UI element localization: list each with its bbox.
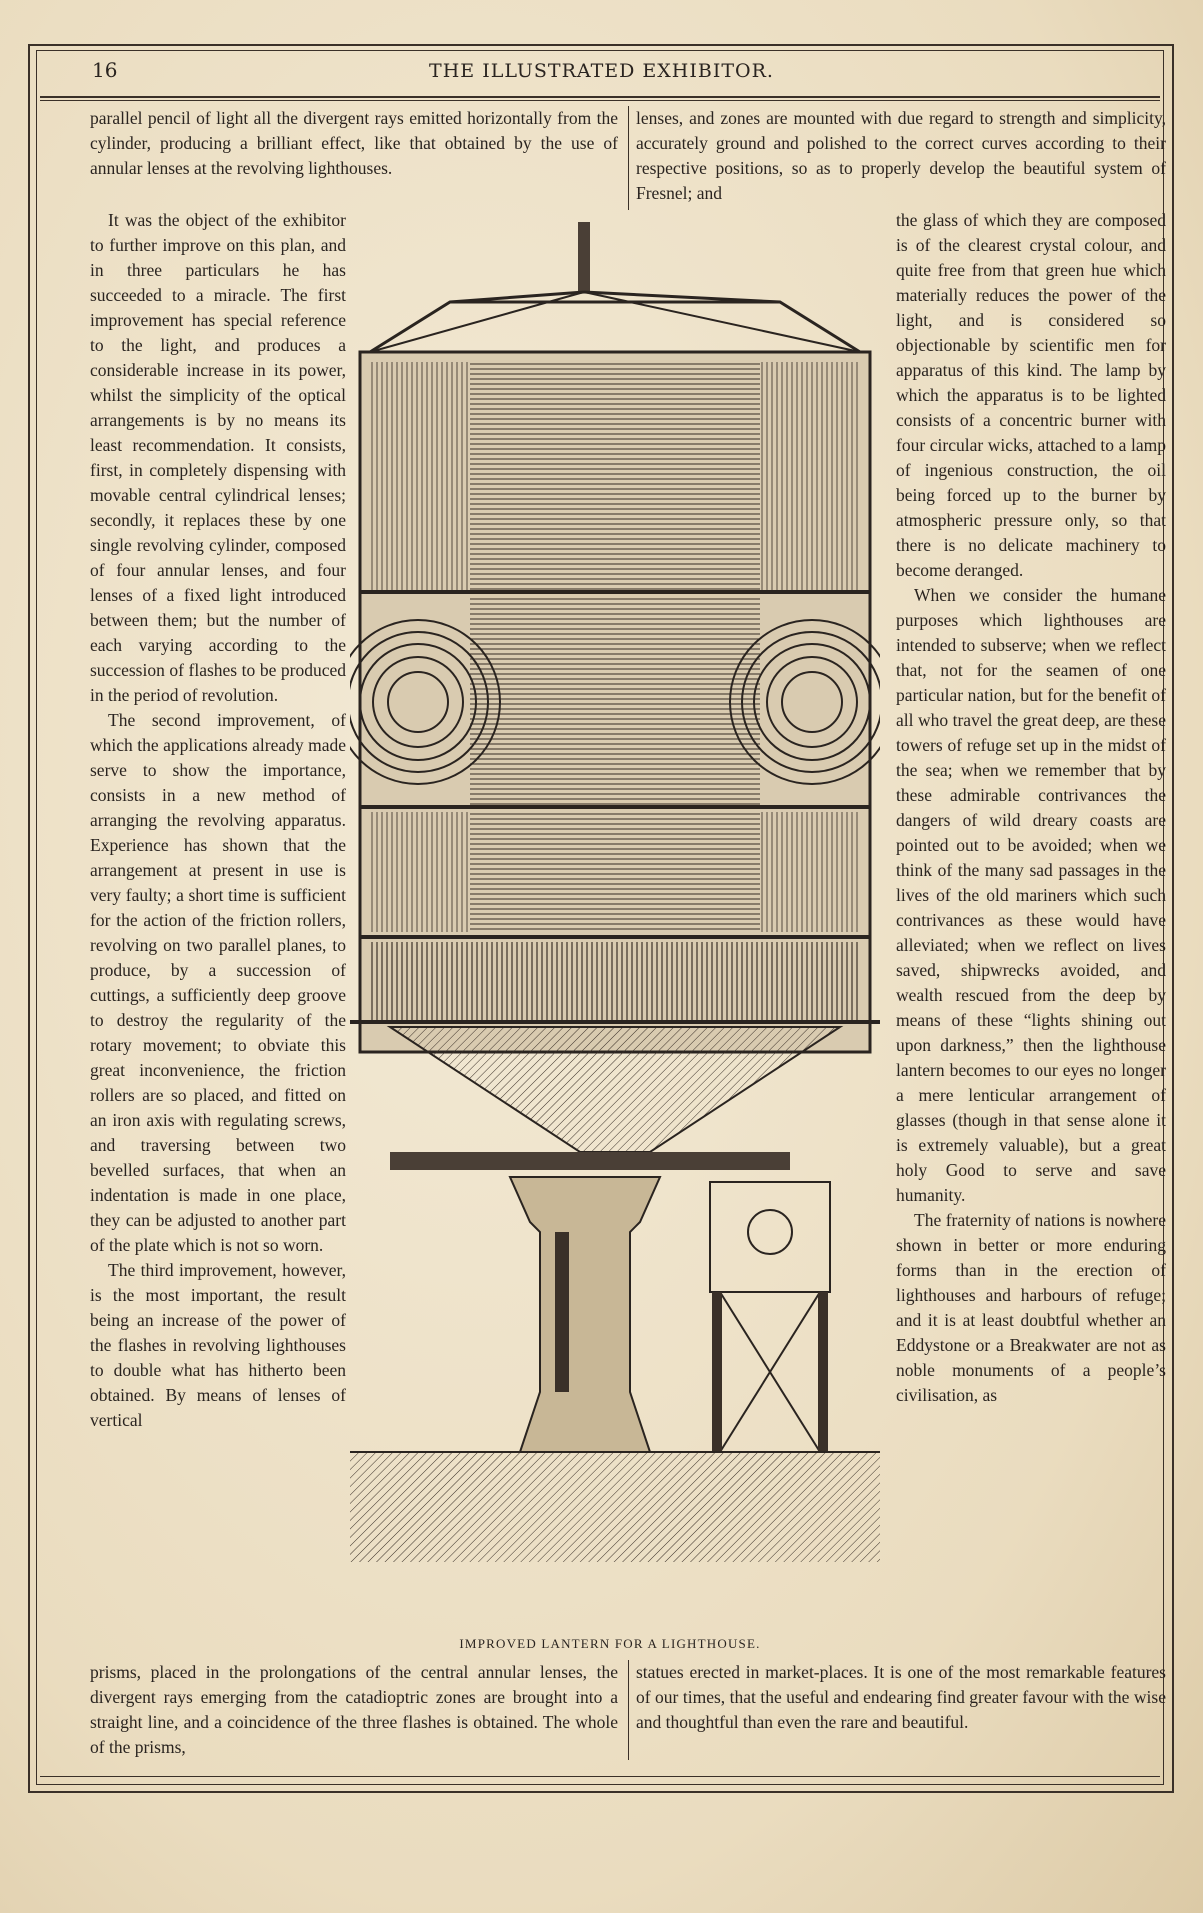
paragraph: statues erected in market-places. It is one of the most remarkable features of our times, that the useful and endearing find greater favour with the wise and thoughtful than even the rare and beautiful. bbox=[636, 1662, 1166, 1732]
page-number: 16 bbox=[92, 58, 118, 82]
top-right-text bbox=[636, 106, 1166, 206]
column-rule-top bbox=[628, 106, 629, 210]
paragraph: The second improvement, of which the applications already made serve to show the importance, consists in a new method of arranging the revolving apparatus. Experience has shown that the arrangement at present in use is very faulty; a short time is sufficient for the action of the friction rollers, revolving on two parallel planes, to produce, by a succession of cuttings, a sufficiently deep groove to destroy the regularity of the rotary movement; to obviate this great inconvenience, the friction rollers are so placed, and fitted on an iron axis with regulating screws, and traversing between two bevelled surfaces, that when an indentation is made in one place, they can be adjusted to another part of the plate which is not so worn. bbox=[90, 710, 346, 1255]
paragraph: When we consider the humane purposes which lighthouses are intended to subserve; when we reflect that, not for the seamen of one particular nation, but for the benefit of all who travel the great deep, are these towers of refuge set up in the midst of the sea; when we remember that by these admirable contrivances the dangers of wild dreary coasts are pointed out to be avoided; when we think of the many sad passages in the lives of the old mariners which such contrivances as these would have alleviated; when we reflect on lives saved, shipwrecks avoided, and wealth rescued from the deep by means of these “lights shining out upon darkness,” then the lighthouse lantern becomes to our eyes no longer a mere lenticular arrangement of glasses (though in that sense alone it is extremely valuable), but a great holy Good to serve and save humanity. bbox=[896, 585, 1166, 1205]
header-rule bbox=[40, 96, 1160, 98]
right-column bbox=[896, 208, 1166, 1408]
column-rule-bottom bbox=[628, 1660, 629, 1760]
paragraph: the glass of which they are composed is of the clearest crystal colour, and quite free from that green hue which materially reduces the power of the light, and is considered so objectionable by scientific men for apparatus of this kind. The lamp by which the apparatus is to be lighted consists of a concentric burner with four circular wicks, attached to a lamp of ingenious construction, the oil being forced up to the burner by atmospheric pressure only, so that there is no delicate machinery to become deranged. bbox=[896, 210, 1166, 580]
top-left-text bbox=[90, 106, 618, 181]
bottom-right-text bbox=[636, 1660, 1166, 1735]
header-rule-thin bbox=[40, 100, 1160, 101]
lighthouse-lantern-engraving bbox=[350, 222, 880, 1632]
paragraph: It was the object of the exhibitor to further improve on this plan, and in three particulars he has succeeded to a miracle. The first improvement has special reference to the light, and produces a considerable increase in its power, whilst the simplicity of the optical arrangements is by no means its least recommendation. It consists, first, in completely dispensing with movable central cylindrical lenses; secondly, it replaces these by one single revolving cylinder, composed of four annular lenses, and four lenses of a fixed light introduced between them; but the number of each varying according to the succession of flashes to be produced in the period of revolution. bbox=[90, 210, 346, 705]
paragraph: prisms, placed in the prolongations of the central annular lenses, the divergent rays emerging from the catadioptric zones are brought into a straight line, and a coincidence of the three flashes is obtained. The whole of the prisms, bbox=[90, 1662, 618, 1757]
footer-rule bbox=[40, 1776, 1160, 1777]
paragraph: The fraternity of nations is nowhere shown in better or more enduring forms than in the erection of lighthouses and harbours of refuge; and it is at least doubtful whether an Eddystone or a Breakwater are not as noble monuments of a people’s civilisation, as bbox=[896, 1210, 1166, 1405]
illustration-caption: IMPROVED LANTERN FOR A LIGHTHOUSE. bbox=[459, 1636, 761, 1651]
paragraph: The third improvement, however, is the most important, the result being an increase of the power of the flashes in revolving lighthouses to double what has hitherto been obtained. By means of lenses of vertical bbox=[90, 1260, 346, 1430]
paragraph: lenses, and zones are mounted with due regard to strength and simplicity, accurately ground and polished to the correct curves according to their respective positions, so as to properly develop the beautiful system of Fresnel; and bbox=[636, 108, 1166, 203]
paragraph: parallel pencil of light all the divergent rays emitted horizontally from the cylinder, producing a brilliant effect, like that obtained by the use of annular lenses at the revolving lighthouses. bbox=[90, 108, 618, 178]
running-title: THE ILLUSTRATED EXHIBITOR. bbox=[429, 60, 774, 82]
bottom-left-text bbox=[90, 1660, 618, 1760]
left-column bbox=[90, 208, 346, 1433]
